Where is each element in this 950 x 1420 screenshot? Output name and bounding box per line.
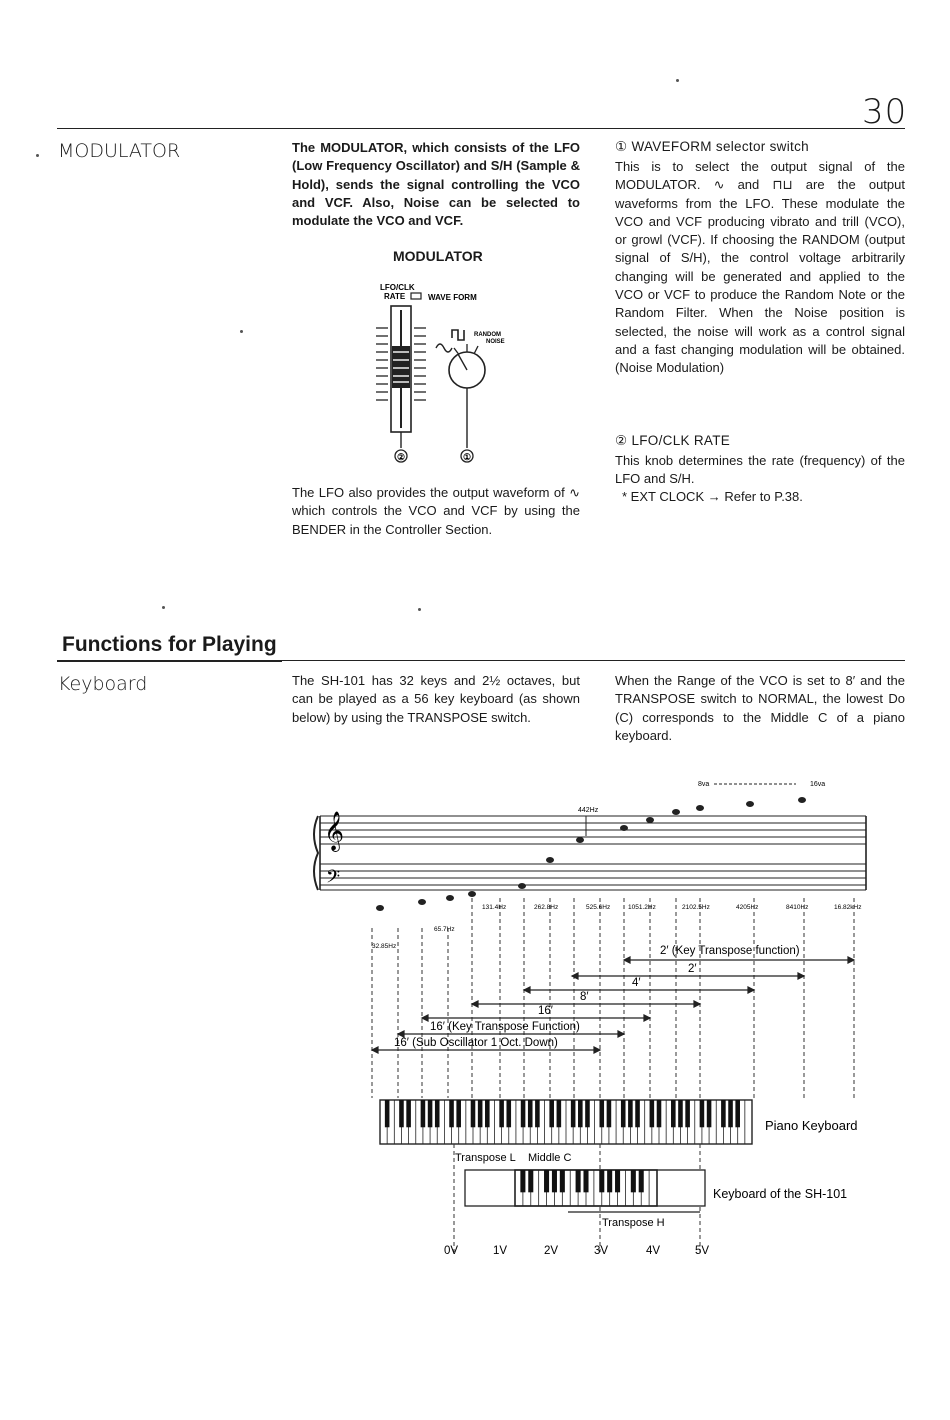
functions-heading-underline [57, 660, 282, 662]
sh101-keyboard-label: Keyboard of the SH-101 [713, 1187, 848, 1201]
black-key [485, 1100, 490, 1127]
octave-end-marker: 16va [810, 781, 826, 788]
freq-label-4: 262.8Hz [534, 904, 559, 911]
black-key [621, 1100, 626, 1127]
black-key [735, 1100, 740, 1127]
black-key [578, 1100, 583, 1127]
callout-2: ② [396, 452, 406, 462]
black-key [631, 1170, 636, 1192]
piano-keyboard [380, 1100, 752, 1144]
black-key [576, 1170, 581, 1192]
black-key [478, 1100, 483, 1127]
lfo-label-1: LFO/CLK [380, 283, 415, 292]
modulator-figure-title: MODULATOR [393, 248, 483, 264]
range-8-label: 8′ [580, 991, 589, 1003]
black-key [583, 1170, 588, 1192]
black-key [557, 1100, 562, 1127]
black-key [428, 1100, 433, 1127]
black-key [635, 1100, 640, 1127]
callout-1: ① [462, 452, 472, 462]
black-key [700, 1100, 705, 1127]
black-key [721, 1100, 726, 1127]
black-key [456, 1100, 461, 1127]
black-key [607, 1100, 612, 1127]
modulator-panel-figure [360, 278, 530, 468]
black-key [520, 1170, 525, 1192]
functions-heading: Functions for Playing [62, 633, 277, 656]
freq-label-1: 32.85Hz [372, 943, 397, 950]
black-key [449, 1100, 454, 1127]
black-key [528, 1100, 533, 1127]
black-key [639, 1170, 644, 1192]
noise-label: NOISE [486, 339, 505, 345]
range-4-label: 4′ [632, 977, 641, 989]
freq-label-3: 131.4Hz [482, 904, 507, 911]
black-key [707, 1100, 712, 1127]
lfo-label-2: RATE [384, 292, 406, 301]
hz442-label: 442Hz [578, 807, 599, 814]
black-key [552, 1170, 557, 1192]
black-key [657, 1100, 662, 1127]
random-label: RANDOM [474, 332, 501, 338]
ext-clock-note: * EXT CLOCK → Refer to P.38. [622, 489, 803, 504]
volt-5: 5V [695, 1245, 710, 1257]
freq-label-10: 16.82kHz [834, 904, 862, 911]
volt-2: 2V [544, 1245, 559, 1257]
page-number: 30 [862, 92, 908, 132]
black-key [599, 1170, 604, 1192]
keyboard-col1: The SH-101 has 32 keys and 2½ octaves, but can be played as a 56 key keyboard (as shown below) by using the TRANSPOSE switch. [292, 673, 580, 725]
black-key [628, 1100, 633, 1127]
freq-label-2: 65.7Hz [434, 926, 455, 933]
keyboard-range-diagram [310, 778, 890, 1268]
waveform-text: This is to select the output signal of the MODULATOR. ∿ and ⊓⊔ are the output waveforms from the LFO. These modulate the VCO and VCF producing vibrato and trill (VCO), or growl (VCF). If choosing the RANDOM (output signal of S/H), the control voltage arbitrarily changing will be generated and applied to the VCO or VCF to produce the Random Note or the Random Filter. When the Noise position is selected, the noise will work as a control signal and a fast changing modulation will be obtained. (Noise Modulation) [615, 159, 905, 376]
top-rule [57, 128, 905, 129]
black-key [549, 1100, 554, 1127]
piano-keyboard-label: Piano Keyboard [765, 1118, 858, 1133]
scan-dot [676, 79, 679, 82]
freq-label-5: 525.6Hz [586, 904, 611, 911]
black-key [499, 1100, 504, 1127]
modulator-section-label: MODULATOR [58, 140, 181, 162]
rate-heading: ② LFO/CLK RATE [615, 433, 731, 448]
octave-marker: 8va [698, 781, 710, 788]
waveform-label: WAVE FORM [428, 293, 477, 302]
range-2-key-label: 2′ (Key Transpose function) [660, 945, 800, 957]
freq-label-9: 8410Hz [786, 904, 809, 911]
volt-0: 0V [444, 1245, 459, 1257]
black-key [385, 1100, 390, 1127]
black-key [535, 1100, 540, 1127]
rate-text: This knob determines the rate (frequency) of the LFO and S/H. [615, 453, 905, 487]
black-key [471, 1100, 476, 1127]
black-key [678, 1100, 683, 1127]
black-key [615, 1170, 620, 1192]
black-key [607, 1170, 612, 1192]
black-key [544, 1170, 549, 1192]
bass-clef-icon: 𝄢 [326, 866, 341, 891]
transpose-h-label: Transpose H [602, 1217, 665, 1229]
black-key [528, 1170, 533, 1192]
keyboard-col2: When the Range of the VCO is set to 8′ and the TRANSPOSE switch to NORMAL, the lowest Do (C) corresponds to the Middle C of a piano keyboard. [615, 673, 905, 743]
black-key [728, 1100, 733, 1127]
volt-1: 1V [493, 1245, 508, 1257]
black-key [685, 1100, 690, 1127]
black-key [585, 1100, 590, 1127]
black-key [506, 1100, 511, 1127]
modulator-intro: The MODULATOR, which consists of the LFO (Low Frequency Oscillator) and S/H (Sample & Hold), sends the signal controlling the VCO and VCF. Also, Noise can be selected to modulate the VCO and VCF. [292, 140, 580, 229]
freq-label-7: 2102.5Hz [682, 904, 710, 911]
black-key [521, 1100, 526, 1127]
volt-3: 3V [594, 1245, 609, 1257]
keyboard-section-label: Keyboard [58, 673, 148, 695]
treble-clef-icon: 𝄞 [324, 812, 345, 850]
scan-dot [418, 608, 421, 611]
black-key [650, 1100, 655, 1127]
black-key [435, 1100, 440, 1127]
range-16-label: 16′ [538, 1005, 553, 1017]
range-16-sub-label: 16′ (Sub Oscillator 1 Oct. Down) [394, 1037, 558, 1049]
functions-rule [282, 660, 905, 661]
black-key [599, 1100, 604, 1127]
transpose-l-label: Transpose L [455, 1152, 516, 1164]
scan-dot [36, 154, 39, 157]
scan-dot [162, 606, 165, 609]
lfo-note: The LFO also provides the output waveform of ∿ which controls the VCO and VCF by using the BENDER in the Controller Section. [292, 485, 580, 537]
waveform-heading: ① WAVEFORM selector switch [615, 139, 809, 154]
freq-label-8: 4205Hz [736, 904, 759, 911]
volt-4: 4V [646, 1245, 661, 1257]
black-key [399, 1100, 404, 1127]
black-key [671, 1100, 676, 1127]
black-key [421, 1100, 426, 1127]
scan-dot [240, 330, 243, 333]
black-key [406, 1100, 411, 1127]
middle-c-label: Middle C [528, 1152, 572, 1164]
range-2-label: 2′ [688, 963, 697, 975]
black-key [571, 1100, 576, 1127]
black-key [560, 1170, 565, 1192]
range-16-key-label: 16′ (Key Transpose Function) [430, 1021, 580, 1033]
freq-label-6: 1051.2Hz [628, 904, 656, 911]
